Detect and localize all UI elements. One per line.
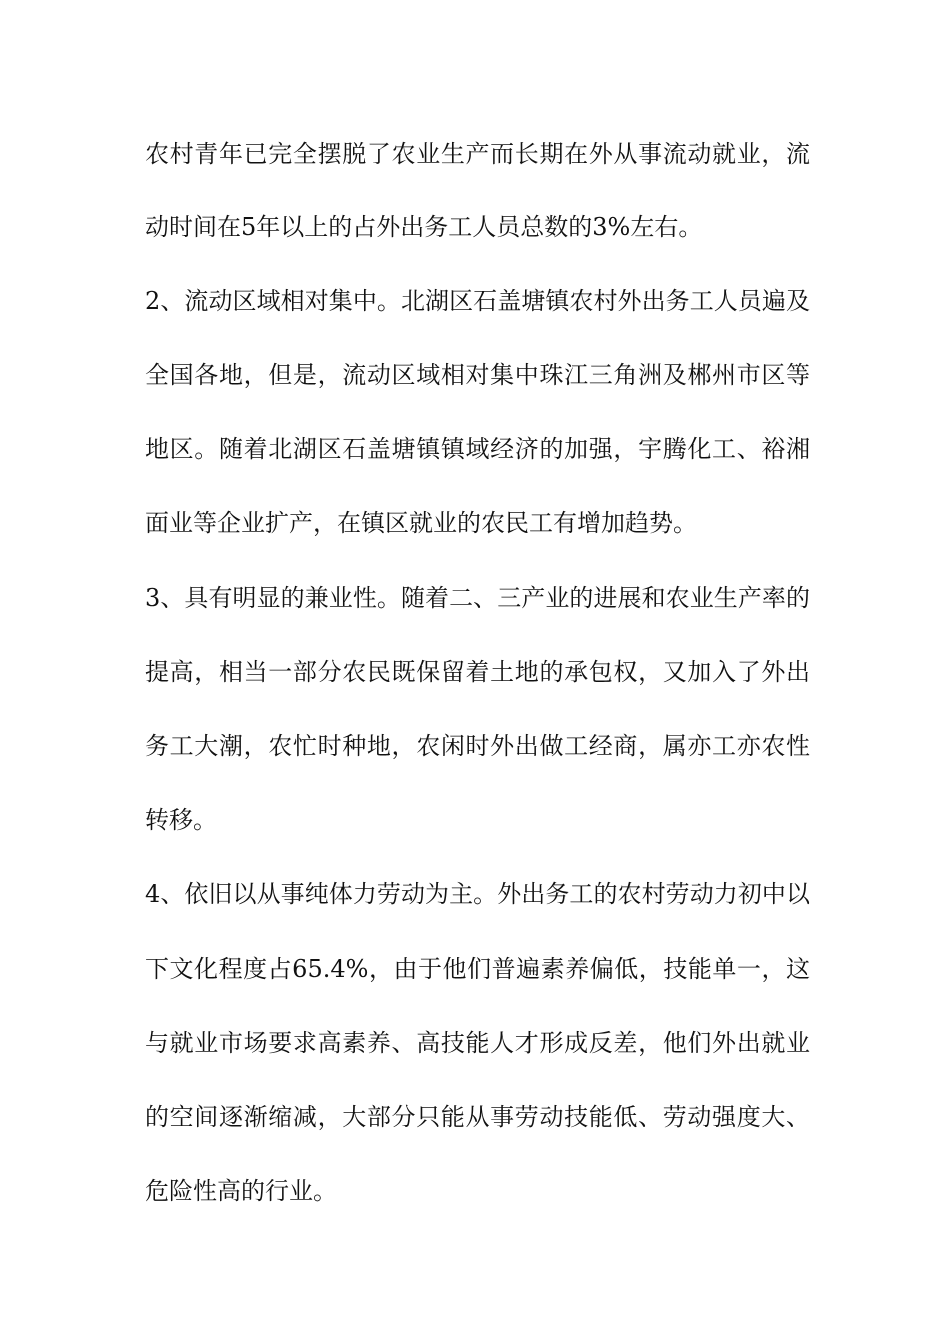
text-line: 地区。随着北湖区石盖塘镇镇域经济的加强，宇腾化工、裕湘	[145, 435, 810, 463]
text-line: 4、依旧以从事纯体力劳动为主。外出务工的农村劳动力初中以	[145, 880, 810, 908]
text-line: 2、流动区域相对集中。北湖区石盖塘镇农村外出务工人员遍及	[145, 287, 810, 315]
text-line: 农村青年已完全摆脱了农业生产而长期在外从事流动就业，流	[145, 140, 810, 168]
text-line: 面业等企业扩产，在镇区就业的农民工有增加趋势。	[145, 509, 697, 537]
text-line: 3、具有明显的兼业性。随着二、三产业的进展和农业生产率的	[145, 584, 810, 612]
text-line: 动时间在5年以上的占外出务工人员总数的3%左右。	[145, 213, 703, 241]
text-line: 危险性高的行业。	[145, 1177, 337, 1205]
text-line: 的空间逐渐缩减，大部分只能从事劳动技能低、劳动强度大、	[145, 1103, 810, 1131]
text-line: 转移。	[145, 806, 217, 834]
text-line: 下文化程度占65.4%，由于他们普遍素养偏低，技能单一，这	[145, 955, 810, 983]
text-line: 提高，相当一部分农民既保留着土地的承包权，又加入了外出	[145, 658, 810, 686]
text-line: 与就业市场要求高素养、高技能人才形成反差，他们外出就业	[145, 1029, 810, 1057]
text-line: 全国各地，但是，流动区域相对集中珠江三角洲及郴州市区等	[145, 361, 810, 389]
text-line: 务工大潮，农忙时种地，农闲时外出做工经商，属亦工亦农性	[145, 732, 810, 760]
